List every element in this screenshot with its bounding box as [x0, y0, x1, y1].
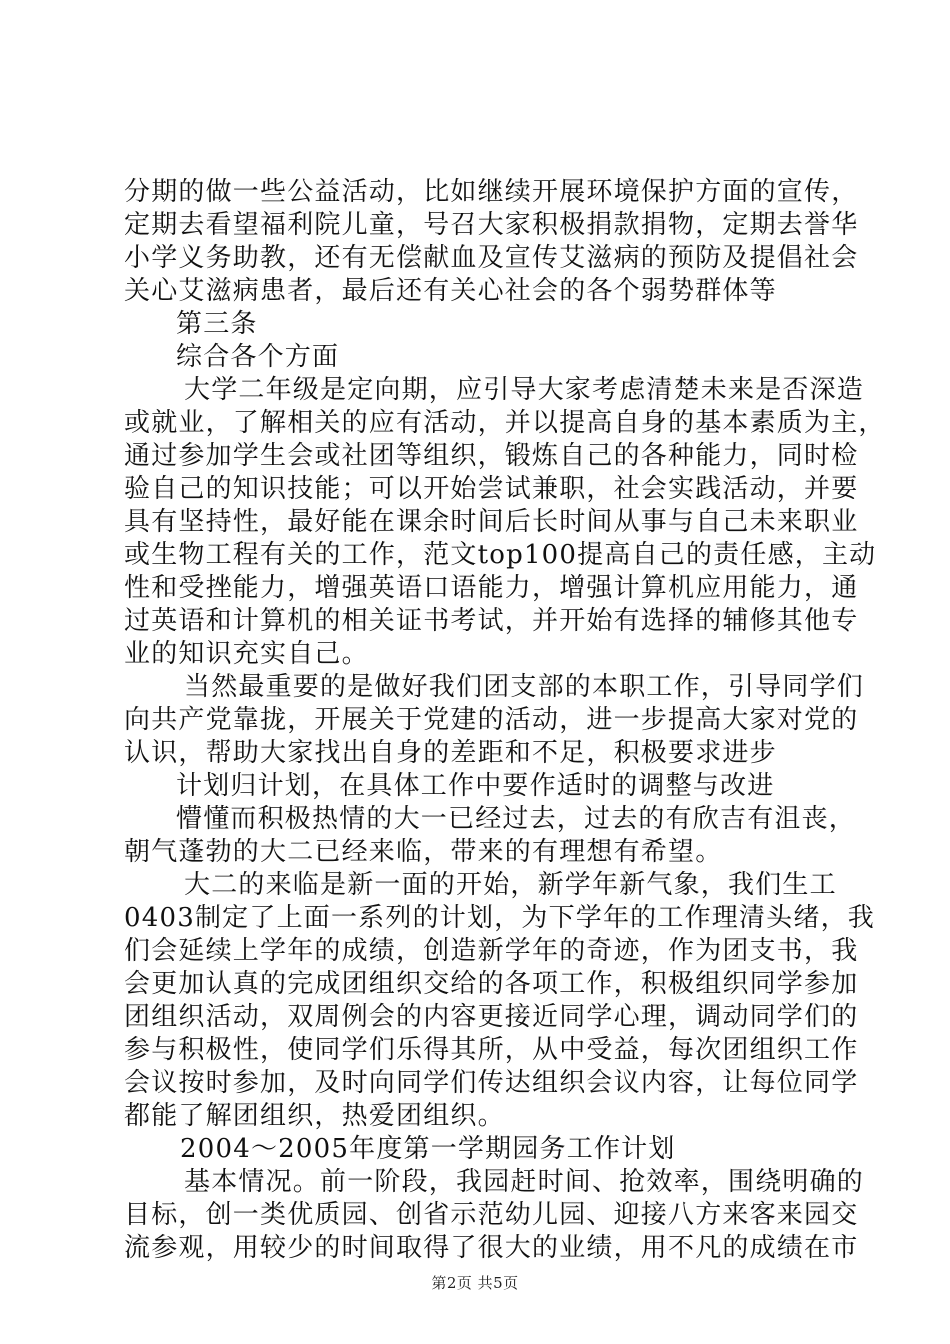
- text-line: 或生物工程有关的工作，范文top100提高自己的责任感，主动: [124, 540, 877, 570]
- section-subheading: 综合各个方面: [176, 342, 340, 372]
- text-line: 目标，创一类优质园、创省示范幼儿园、迎接八方来客来园交: [124, 1200, 859, 1230]
- section-title: 2004～2005年度第一学期园务工作计划: [180, 1134, 676, 1164]
- text-line: 验自己的知识技能；可以开始尝试兼职，社会实践活动，并要: [124, 474, 859, 504]
- page-footer: 第2页 共5页: [431, 1274, 519, 1292]
- text-line: 具有坚持性，最好能在课余时间后长时间从事与自己未来职业: [124, 507, 859, 537]
- text-line: 性和受挫能力，增强英语口语能力，增强计算机应用能力，通: [124, 573, 859, 603]
- document-body: [124, 176, 886, 1265]
- text-line: 定期去看望福利院儿童，号召大家积极捐款捐物，定期去誉华: [124, 210, 859, 240]
- text-line: 流参观，用较少的时间取得了很大的业绩，用不凡的成绩在市: [124, 1233, 859, 1263]
- text-line: 朝气蓬勃的大二已经来临，带来的有理想有希望。: [124, 837, 723, 867]
- text-line: 们会延续上学年的成绩，创造新学年的奇迹，作为团支书，我: [124, 936, 859, 966]
- text-line: 分期的做一些公益活动，比如继续开展环境保护方面的宣传，: [124, 177, 859, 207]
- text-line: 过英语和计算机的相关证书考试，并开始有选择的辅修其他专: [124, 606, 859, 636]
- text-line: 业的知识充实自己。: [124, 639, 369, 669]
- text-line: 当然最重要的是做好我们团支部的本职工作，引导同学们: [184, 672, 865, 702]
- text-line: 或就业，了解相关的应有活动，并以提高自身的基本素质为主，: [124, 408, 886, 438]
- text-line: 0403制定了上面一系列的计划，为下学年的工作理清头绪，我: [124, 903, 875, 933]
- text-line: 基本情况。前一阶段，我园赶时间、抢效率，围绕明确的: [184, 1167, 865, 1197]
- text-line: 认识，帮助大家找出自身的差距和不足，积极要求进步: [124, 738, 777, 768]
- text-line: 懵懂而积极热情的大一已经过去，过去的有欣吉有沮丧，: [176, 804, 857, 834]
- text-line: 都能了解团组织，热爱团组织。: [124, 1101, 505, 1131]
- text-line: 会更加认真的完成团组织交给的各项工作，积极组织同学参加: [124, 969, 859, 999]
- text-line: 向共产党靠拢，开展关于党建的活动，进一步提高大家对党的: [124, 705, 859, 735]
- text-line: 通过参加学生会或社团等组织，锻炼自己的各种能力，同时检: [124, 441, 859, 471]
- text-line: 小学义务助教，还有无偿献血及宣传艾滋病的预防及提倡社会: [124, 243, 859, 273]
- text-line: 计划归计划，在具体工作中要作适时的调整与改进: [176, 771, 775, 801]
- section-heading: 第三条: [176, 309, 258, 339]
- text-line: 参与积极性，使同学们乐得其所，从中受益，每次团组织工作: [124, 1035, 859, 1065]
- text-line: 关心艾滋病患者，最后还有关心社会的各个弱势群体等: [124, 276, 777, 306]
- text-line: 会议按时参加，及时向同学们传达组织会议内容，让每位同学: [124, 1068, 859, 1098]
- text-line: 大学二年级是定向期，应引导大家考虑清楚未来是否深造: [184, 375, 865, 405]
- text-line: 大二的来临是新一面的开始，新学年新气象，我们生工: [184, 870, 837, 900]
- text-line: 团组织活动，双周例会的内容更接近同学心理，调动同学们的: [124, 1002, 859, 1032]
